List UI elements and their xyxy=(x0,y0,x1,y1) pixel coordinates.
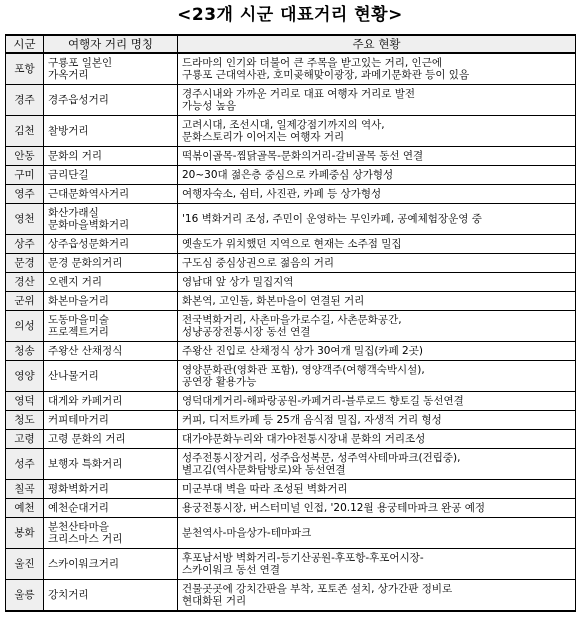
street-name-line: 주왕산 산채정식 xyxy=(48,344,123,357)
status-cell xyxy=(178,430,576,449)
street-name-cell xyxy=(44,580,178,612)
city-cell: 영주 xyxy=(6,185,44,204)
city-cell: 청송 xyxy=(6,342,44,361)
street-name-line: 도동마을미술 xyxy=(48,313,109,326)
table-row xyxy=(6,411,576,430)
street-name-line: 금리단길 xyxy=(48,168,89,181)
city-cell: 영천 xyxy=(6,204,44,235)
status-line: 별고김(역사문화탐방로)와 동선연결 xyxy=(182,464,346,476)
status-line: 화본역, 고인돌, 화본마을이 연결된 거리 xyxy=(182,294,365,307)
table-row xyxy=(6,204,576,235)
status-cell xyxy=(178,449,576,480)
status-cell xyxy=(178,53,576,85)
street-name-line: 스카이워크거리 xyxy=(48,557,120,570)
city-cell: 칠곡 xyxy=(6,480,44,499)
table-row xyxy=(6,292,576,311)
table-row xyxy=(6,311,576,342)
street-name-line: 문화마을벽화거리 xyxy=(48,219,130,231)
street-name-cell xyxy=(44,235,178,254)
street-name-line: 오렌지 거리 xyxy=(48,275,103,288)
status-line: 성냥공장전통시장 동선 연결 xyxy=(182,326,311,338)
table-header-row xyxy=(6,35,576,53)
status-cell xyxy=(178,254,576,273)
table-row xyxy=(6,518,576,549)
status-cell xyxy=(178,235,576,254)
city-cell: 성주 xyxy=(6,449,44,480)
status-cell xyxy=(178,273,576,292)
status-cell xyxy=(178,392,576,411)
status-cell xyxy=(178,518,576,549)
table-body xyxy=(6,53,576,611)
street-name-cell xyxy=(44,518,178,549)
street-name-line: 근대문화역사거리 xyxy=(48,187,130,200)
status-cell xyxy=(178,292,576,311)
street-status-table xyxy=(5,34,576,612)
table-row xyxy=(6,392,576,411)
header-status: 주요 현황 xyxy=(178,35,576,53)
city-cell: 울진 xyxy=(6,549,44,580)
status-line: '16 벽화거리 조성, 주민이 운영하는 무인카페, 공예체험장운영 중 xyxy=(182,212,482,225)
status-line: 여행자숙소, 쉼터, 사진관, 카페 등 상가형성 xyxy=(182,187,382,200)
street-name-cell xyxy=(44,204,178,235)
status-line: 커피, 디저트카페 등 25개 음식점 밀집, 자생적 거리 형성 xyxy=(182,413,442,426)
table-row xyxy=(6,85,576,116)
street-name-line: 화본마을거리 xyxy=(48,294,109,307)
street-name-line: 화산가래실 xyxy=(48,206,99,219)
street-name-line: 평화벽화거리 xyxy=(48,482,109,495)
status-cell xyxy=(178,85,576,116)
status-line: 스카이워크 동선 연결 xyxy=(182,564,280,576)
status-cell xyxy=(178,204,576,235)
table-row xyxy=(6,580,576,612)
table-row xyxy=(6,449,576,480)
table-row xyxy=(6,166,576,185)
city-cell: 군위 xyxy=(6,292,44,311)
status-line: 전국벽화거리, 사촌마을가로수길, 사촌문화공간, xyxy=(182,313,402,326)
street-name-line: 구룡포 일본인 xyxy=(48,56,113,69)
street-name-cell xyxy=(44,430,178,449)
street-name-cell xyxy=(44,499,178,518)
street-name-cell xyxy=(44,411,178,430)
status-line: 성주전통시장거리, 성주읍성복문, 성주역사테마파크(건립중), xyxy=(182,451,461,464)
status-line: 후포남서방 벽화거리-등기산공원-후포항-후포어시장- xyxy=(182,551,424,564)
status-cell xyxy=(178,166,576,185)
status-line: 현대화된 거리 xyxy=(182,595,247,607)
street-name-line: 프로젝트거리 xyxy=(48,326,109,338)
street-name-cell xyxy=(44,53,178,85)
street-name-cell xyxy=(44,392,178,411)
table-row xyxy=(6,549,576,580)
page-title: <23개 시군 대표거리 현황> xyxy=(177,5,403,25)
street-name-line: 고령 문화의 거리 xyxy=(48,432,126,445)
street-name-cell xyxy=(44,116,178,147)
street-name-cell xyxy=(44,273,178,292)
street-name-cell xyxy=(44,147,178,166)
table-row xyxy=(6,273,576,292)
city-cell: 구미 xyxy=(6,166,44,185)
city-cell: 상주 xyxy=(6,235,44,254)
status-cell xyxy=(178,342,576,361)
street-name-line: 커피테마거리 xyxy=(48,413,109,426)
status-line: 드라마의 인기와 더불어 큰 주목을 받고있는 거리, 인근에 xyxy=(182,56,442,69)
header-street-name: 여행자 거리 명칭 xyxy=(44,35,178,53)
table-row xyxy=(6,430,576,449)
table-row xyxy=(6,235,576,254)
street-name-cell xyxy=(44,166,178,185)
city-cell: 울릉 xyxy=(6,580,44,612)
status-line: 구도심 중심상권으로 젊음의 거리 xyxy=(182,256,335,269)
status-line: 건물곳곳에 강치간판을 부착, 포토존 설치, 상가간판 정비로 xyxy=(182,582,453,595)
table-row xyxy=(6,342,576,361)
street-name-cell xyxy=(44,311,178,342)
status-line: 고려시대, 조선시대, 일제강점기까지의 역사, xyxy=(182,118,385,131)
street-name-line: 대게와 카페거리 xyxy=(48,394,123,407)
status-cell xyxy=(178,185,576,204)
status-cell xyxy=(178,499,576,518)
status-line: 문화스토리가 이어지는 여행자 거리 xyxy=(182,131,345,143)
street-name-cell xyxy=(44,185,178,204)
street-name-cell xyxy=(44,292,178,311)
status-cell xyxy=(178,549,576,580)
table-row xyxy=(6,116,576,147)
table-row xyxy=(6,185,576,204)
status-cell xyxy=(178,411,576,430)
status-line: 주왕산 진입로 산채정식 상가 30여개 밀집(카페 2곳) xyxy=(182,344,423,357)
table-row xyxy=(6,147,576,166)
street-name-line: 상주읍성문화거리 xyxy=(48,237,130,250)
status-line: 미군부대 벽을 따라 조성된 벽화거리 xyxy=(182,482,348,495)
status-line: 20~30대 젊은층 중심으로 카페중심 상가형성 xyxy=(182,168,394,181)
city-cell: 청도 xyxy=(6,411,44,430)
table-row xyxy=(6,499,576,518)
city-cell: 고령 xyxy=(6,430,44,449)
street-name-line: 산나물거리 xyxy=(48,369,99,382)
city-cell: 포항 xyxy=(6,53,44,85)
table-row xyxy=(6,480,576,499)
street-name-cell xyxy=(44,480,178,499)
street-name-cell xyxy=(44,254,178,273)
status-line: 분천역사-마을상가-테마파크 xyxy=(182,526,312,539)
header-city: 시군 xyxy=(6,35,44,53)
street-name-line: 문경 문화의거리 xyxy=(48,256,123,269)
city-cell: 영양 xyxy=(6,361,44,392)
status-line: 영덕대게거리-해파랑공원-카페거리-블루로드 향토길 동선연결 xyxy=(182,394,464,407)
street-name-cell xyxy=(44,361,178,392)
city-cell: 안동 xyxy=(6,147,44,166)
status-line: 영양문화관(영화관 포함), 영양객주(여행객숙박시설), xyxy=(182,363,425,376)
status-cell xyxy=(178,311,576,342)
status-cell xyxy=(178,361,576,392)
street-name-line: 가옥거리 xyxy=(48,69,89,81)
table-row xyxy=(6,361,576,392)
street-name-line: 분천산타마을 xyxy=(48,520,109,533)
street-name-line: 예천순대거리 xyxy=(48,501,109,514)
status-cell xyxy=(178,580,576,612)
table-row xyxy=(6,53,576,85)
status-cell xyxy=(178,116,576,147)
street-name-line: 찰방거리 xyxy=(48,124,89,137)
status-line: 가능성 높음 xyxy=(182,100,237,112)
street-name-line: 보행자 특화거리 xyxy=(48,457,123,470)
city-cell: 예천 xyxy=(6,499,44,518)
status-line: 경주시내와 가까운 거리로 대표 여행자 거리로 발전 xyxy=(182,87,416,100)
table-row xyxy=(6,254,576,273)
street-name-cell xyxy=(44,85,178,116)
status-line: 떡볶이골목-찜닭골목-문화의거리-갈비골목 동선 연결 xyxy=(182,149,424,162)
street-name-line: 문화의 거리 xyxy=(48,149,103,162)
street-name-line: 크리스마스 거리 xyxy=(48,533,123,545)
street-name-cell xyxy=(44,449,178,480)
street-name-line: 강치거리 xyxy=(48,588,89,601)
status-line: 옛솔도가 위치했던 지역으로 현재는 소주점 밀집 xyxy=(182,237,402,250)
city-cell: 의성 xyxy=(6,311,44,342)
status-cell xyxy=(178,480,576,499)
status-line: 영남대 앞 상가 밀집지역 xyxy=(182,275,294,288)
city-cell: 김천 xyxy=(6,116,44,147)
status-cell xyxy=(178,147,576,166)
status-line: 공연장 활용가능 xyxy=(182,376,257,388)
city-cell: 경주 xyxy=(6,85,44,116)
city-cell: 봉화 xyxy=(6,518,44,549)
status-line: 용궁전통시장, 버스터미널 인접, '20.12월 용궁테마파크 완공 예정 xyxy=(182,501,486,514)
street-name-cell xyxy=(44,342,178,361)
street-name-cell xyxy=(44,549,178,580)
street-name-line: 경주읍성거리 xyxy=(48,93,109,106)
city-cell: 문경 xyxy=(6,254,44,273)
status-line: 대가야문화누리와 대가야전통시장내 문화의 거리조성 xyxy=(182,432,426,445)
status-line: 구룡포 근대역사관, 호미곶해맞이광장, 과메기문화관 등이 있음 xyxy=(182,69,470,81)
city-cell: 경산 xyxy=(6,273,44,292)
city-cell: 영덕 xyxy=(6,392,44,411)
